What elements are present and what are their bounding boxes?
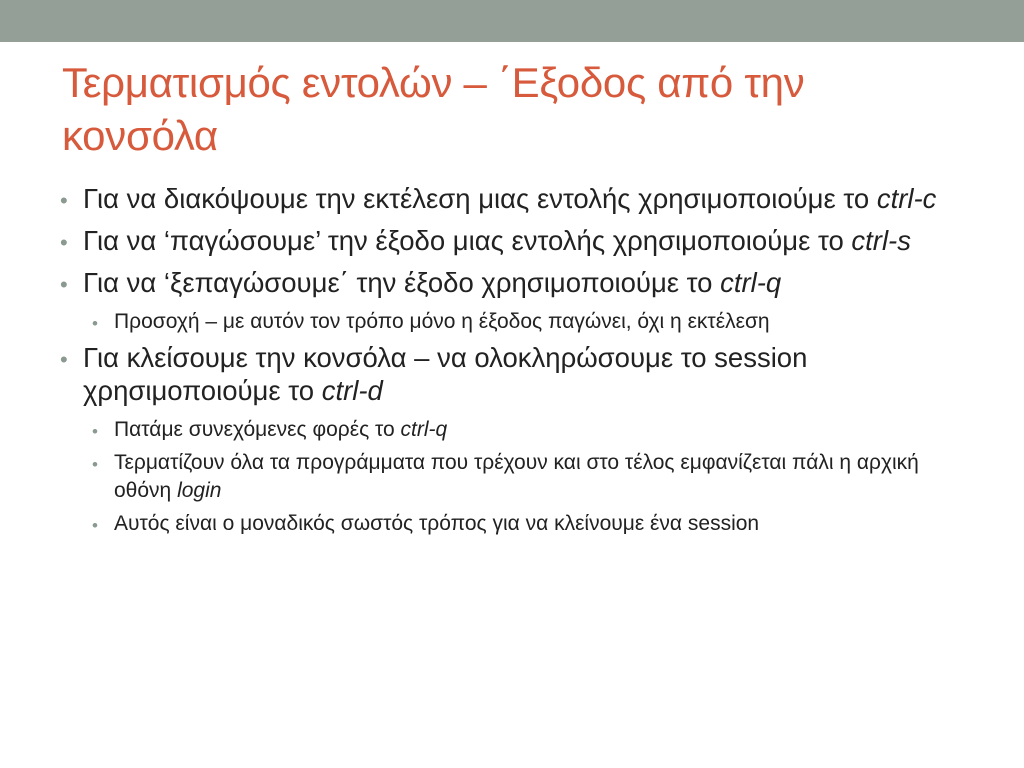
- sub-bullet-text: Αυτός είναι ο μοναδικός σωστός τρόπος για να κλείνουμε ένα session: [114, 512, 760, 535]
- bullet-keyword: ctrl-s: [851, 225, 911, 256]
- bullet-icon: •: [60, 272, 68, 297]
- bullet-item: [60, 266, 980, 299]
- slide-title: Τερματισμός εντολών – ΄Εξοδος από την κονσόλα: [62, 59, 805, 159]
- bullet-text: Για κλείσουμε την κονσόλα – να ολοκληρώσουμε το session χρησιμοποιούμε το: [83, 342, 808, 406]
- bullet-icon: •: [60, 188, 68, 213]
- sub-bullet-item: [60, 510, 980, 538]
- bullet-icon: •: [92, 455, 98, 474]
- bullet-text: Για να ‘ξεπαγώσουμε΄ την έξοδο χρησιμοποιούμε το: [83, 267, 721, 298]
- bullet-item: [60, 341, 980, 407]
- bullet-icon: •: [92, 314, 98, 333]
- sub-bullet-text: Πατάμε συνεχόμενες φορές το: [114, 418, 401, 441]
- bullet-icon: •: [60, 230, 68, 255]
- sub-bullet-item: [60, 308, 980, 336]
- bullet-keyword: ctrl-q: [720, 267, 782, 298]
- bullet-text: Για να ‘παγώσουμε’ την έξοδο μιας εντολής χρησιμοποιούμε το: [83, 225, 852, 256]
- sub-bullet-text: Τερματίζουν όλα τα προγράμματα που τρέχουν και στο τέλος εμφανίζεται πάλι η αρχική οθόνη: [114, 451, 919, 502]
- sub-bullet-item: [60, 449, 980, 505]
- sub-bullet-keyword: login: [177, 479, 222, 502]
- bullet-item: [60, 182, 980, 215]
- bullet-keyword: ctrl-d: [321, 375, 383, 406]
- bullet-text: Για να διακόψουμε την εκτέλεση μιας εντολής χρησιμοποιούμε το: [83, 183, 877, 214]
- bullet-list: [60, 182, 980, 543]
- bullet-icon: •: [92, 516, 98, 535]
- bullet-icon: •: [60, 347, 68, 372]
- top-bar: [0, 0, 1024, 42]
- sub-bullet-text: Προσοχή – με αυτόν τον τρόπο μόνο η έξοδος παγώνει, όχι η εκτέλεση: [114, 310, 770, 333]
- bullet-icon: •: [92, 422, 98, 441]
- sub-bullet-item: [60, 416, 980, 444]
- bullet-keyword: ctrl-c: [876, 183, 937, 214]
- bullet-item: [60, 224, 980, 257]
- sub-bullet-keyword: ctrl-q: [400, 418, 448, 441]
